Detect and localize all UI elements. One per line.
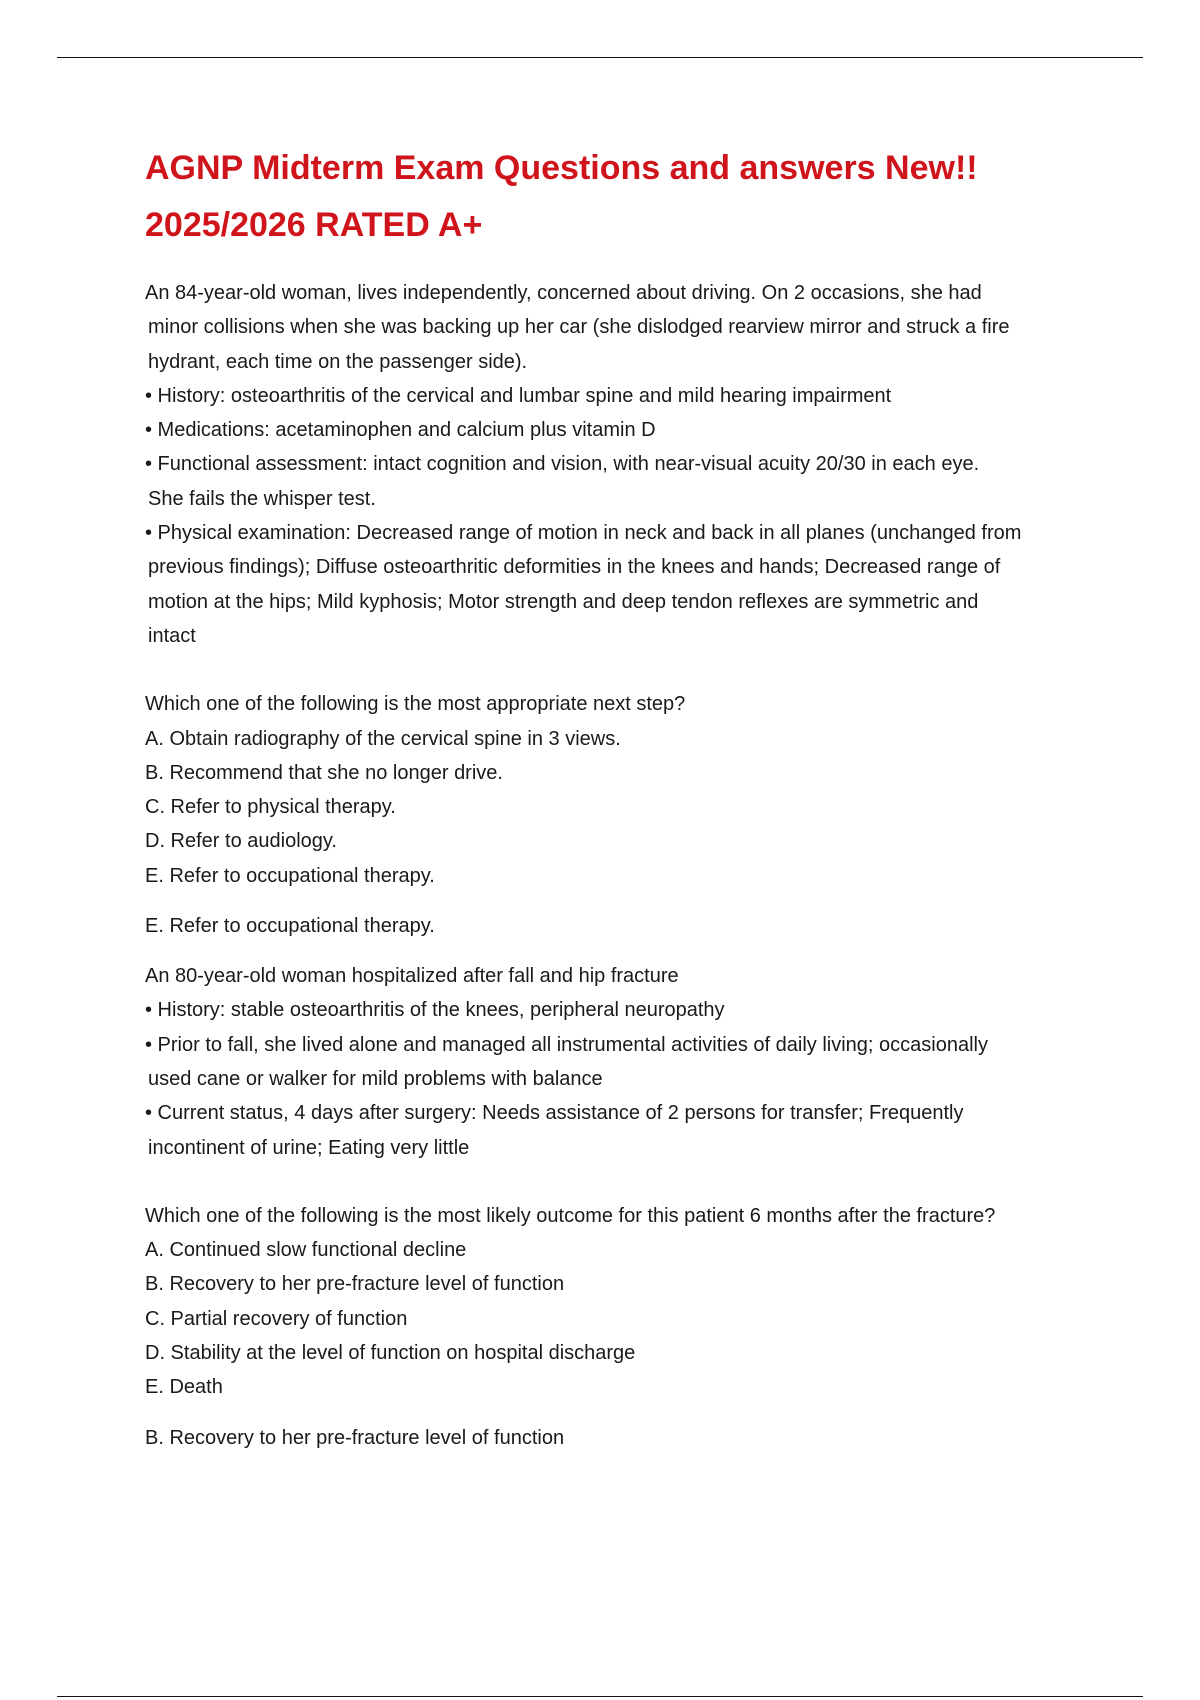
bullet-history: • History: osteoarthritis of the cervical and lumbar spine and mild hearing impairment [145, 384, 892, 407]
stem-line: An 84-year-old woman, lives independently, concerned about driving. On 2 occasions, she had [145, 282, 982, 304]
option-e: E. Refer to occupational therapy. [145, 864, 435, 887]
bullet-physical-exam-cont: motion at the hips; Mild kyphosis; Motor strength and deep tendon reflexes are symmetric and [148, 590, 979, 613]
question-prompt: Which one of the following is the most likely outcome for this patient 6 months after the fracture? [145, 1204, 996, 1227]
title-line-2: 2025/2026 RATED A+ [145, 206, 483, 244]
bullet-functional-assessment: • Functional assessment: intact cognition and vision, with near-visual acuity 20/30 in each eye. [145, 453, 980, 476]
option-d: D. Stability at the level of function on hospital discharge [145, 1342, 636, 1365]
bullet-current-status-cont: incontinent of urine; Eating very little [148, 1136, 470, 1159]
bullet-prior-to-fall-cont: used cane or walker for mild problems with balance [148, 1067, 603, 1090]
option-b: B. Recommend that she no longer drive. [145, 761, 503, 784]
option-c: C. Refer to physical therapy. [145, 796, 396, 819]
stem-line: minor collisions when she was backing up her car (she dislodged rearview mirror and struck a fire [148, 316, 1010, 339]
document-title [145, 140, 1095, 254]
stem-line: An 80-year-old woman hospitalized after fall and hip fracture [145, 965, 679, 988]
question-2-choices [145, 1199, 1095, 1405]
top-rule [57, 57, 1143, 58]
option-e: E. Death [145, 1376, 223, 1399]
document-page [145, 140, 1095, 1455]
option-a: A. Obtain radiography of the cervical spine in 3 views. [145, 727, 621, 750]
stem-line: hydrant, each time on the passenger side). [148, 350, 528, 373]
question-2-stem [145, 959, 1095, 1165]
bullet-current-status: • Current status, 4 days after surgery: Needs assistance of 2 persons for transfer; Frequently [145, 1102, 964, 1125]
option-d: D. Refer to audiology. [145, 830, 337, 853]
title-line-1: AGNP Midterm Exam Questions and answers New!! [145, 149, 978, 187]
option-b: B. Recovery to her pre-fracture level of function [145, 1273, 565, 1296]
bottom-rule [57, 1696, 1143, 1697]
question-2-answer: B. Recovery to her pre-fracture level of function [145, 1426, 565, 1449]
option-c: C. Partial recovery of function [145, 1307, 408, 1330]
bullet-physical-exam: • Physical examination: Decreased range of motion in neck and back in all planes (unchanged from [145, 522, 1022, 545]
question-1-stem [145, 276, 1095, 653]
question-prompt: Which one of the following is the most appropriate next step? [145, 693, 686, 716]
bullet-functional-assessment-cont: She fails the whisper test. [148, 487, 376, 510]
bullet-history: • History: stable osteoarthritis of the knees, peripheral neuropathy [145, 999, 725, 1022]
question-1-choices [145, 687, 1095, 893]
bullet-physical-exam-cont: intact [148, 624, 196, 647]
option-a: A. Continued slow functional decline [145, 1239, 467, 1262]
question-1-answer: E. Refer to occupational therapy. [145, 915, 435, 938]
bullet-physical-exam-cont: previous findings); Diffuse osteoarthritic deformities in the knees and hands; Decreased range of [148, 556, 1001, 579]
bullet-prior-to-fall: • Prior to fall, she lived alone and managed all instrumental activities of daily living; occasionally [145, 1033, 988, 1056]
bullet-medications: • Medications: acetaminophen and calcium plus vitamin D [145, 419, 656, 442]
